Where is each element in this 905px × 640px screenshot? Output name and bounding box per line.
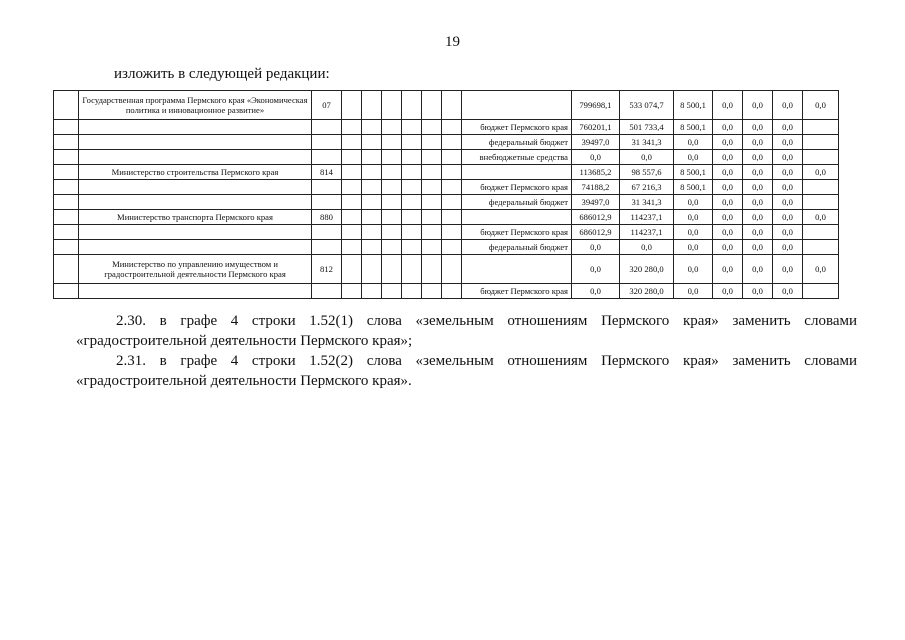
- value-cell: 0,0: [743, 180, 773, 195]
- value-cell: 0,0: [713, 195, 743, 210]
- value-cell: 0,0: [773, 135, 803, 150]
- value-cell: 760201,1: [572, 120, 620, 135]
- empty-cell: [422, 91, 442, 120]
- paragraph-2-31-text: в графе 4 строки 1.52(2) слова «земельным отношениям Пермского края» заменить словами «градостроительной деятельности Пермского края».: [76, 353, 858, 389]
- empty-cell: [442, 240, 462, 255]
- value-cell: 0,0: [713, 284, 743, 299]
- value-cell: 0,0: [743, 225, 773, 240]
- value-cell: 0,0: [743, 165, 773, 180]
- value-cell: [803, 225, 839, 240]
- value-cell: 114237,1: [620, 225, 674, 240]
- value-cell: [803, 240, 839, 255]
- value-cell: 0,0: [743, 210, 773, 225]
- value-cell: 0,0: [803, 165, 839, 180]
- empty-cell: [382, 165, 402, 180]
- source-cell: бюджет Пермского края: [462, 225, 572, 240]
- code-cell: [312, 195, 342, 210]
- value-cell: 0,0: [773, 150, 803, 165]
- value-cell: 0,0: [773, 284, 803, 299]
- row-number-cell: [54, 284, 79, 299]
- name-cell: [79, 240, 312, 255]
- empty-cell: [422, 150, 442, 165]
- value-cell: 8 500,1: [674, 165, 713, 180]
- value-cell: 0,0: [773, 210, 803, 225]
- paragraph-2-30-number: 2.30.: [116, 313, 146, 329]
- empty-cell: [342, 91, 362, 120]
- page-number: 19: [445, 34, 460, 50]
- value-cell: 31 341,3: [620, 135, 674, 150]
- empty-cell: [422, 284, 442, 299]
- source-cell: [462, 165, 572, 180]
- name-cell: [79, 225, 312, 240]
- code-cell: 812: [312, 255, 342, 284]
- empty-cell: [402, 210, 422, 225]
- value-cell: 0,0: [773, 120, 803, 135]
- empty-cell: [442, 120, 462, 135]
- empty-cell: [362, 255, 382, 284]
- empty-cell: [362, 284, 382, 299]
- empty-cell: [362, 135, 382, 150]
- empty-cell: [342, 255, 362, 284]
- row-number-cell: [54, 180, 79, 195]
- value-cell: 0,0: [743, 150, 773, 165]
- value-cell: 67 216,3: [620, 180, 674, 195]
- paragraph-2-31: [76, 351, 857, 391]
- empty-cell: [422, 210, 442, 225]
- value-cell: 0,0: [773, 225, 803, 240]
- empty-cell: [442, 180, 462, 195]
- table-row: [54, 240, 839, 255]
- source-cell: федеральный бюджет: [462, 240, 572, 255]
- empty-cell: [342, 120, 362, 135]
- value-cell: 0,0: [620, 240, 674, 255]
- name-cell: Министерство по управлению имуществом и градостроительной деятельности Пермского края: [79, 255, 312, 284]
- name-cell: [79, 195, 312, 210]
- intro-text: изложить в следующей редакции:: [114, 66, 330, 82]
- value-cell: 0,0: [572, 240, 620, 255]
- value-cell: 0,0: [713, 240, 743, 255]
- value-cell: 0,0: [713, 120, 743, 135]
- value-cell: 0,0: [713, 255, 743, 284]
- code-cell: 880: [312, 210, 342, 225]
- value-cell: 39497,0: [572, 195, 620, 210]
- empty-cell: [442, 255, 462, 284]
- empty-cell: [442, 225, 462, 240]
- empty-cell: [402, 225, 422, 240]
- row-number-cell: [54, 225, 79, 240]
- value-cell: 113685,2: [572, 165, 620, 180]
- empty-cell: [442, 165, 462, 180]
- empty-cell: [422, 180, 442, 195]
- paragraph-2-30-text: в графе 4 строки 1.52(1) слова «земельным отношениям Пермского края» заменить словами «градостроительной деятельности Пермского края»;: [76, 313, 858, 349]
- value-cell: 114237,1: [620, 210, 674, 225]
- row-number-cell: [54, 165, 79, 180]
- empty-cell: [382, 284, 402, 299]
- source-cell: [462, 255, 572, 284]
- empty-cell: [362, 120, 382, 135]
- table-row: [54, 120, 839, 135]
- table-row: [54, 195, 839, 210]
- value-cell: 0,0: [674, 240, 713, 255]
- name-cell: Государственная программа Пермского края «Экономическая политика и инновационное развитие»: [79, 91, 312, 120]
- empty-cell: [342, 165, 362, 180]
- code-cell: 814: [312, 165, 342, 180]
- value-cell: 686012,9: [572, 225, 620, 240]
- empty-cell: [422, 240, 442, 255]
- value-cell: 0,0: [773, 240, 803, 255]
- value-cell: 0,0: [773, 91, 803, 120]
- value-cell: 0,0: [572, 150, 620, 165]
- empty-cell: [342, 150, 362, 165]
- empty-cell: [342, 180, 362, 195]
- value-cell: 0,0: [743, 91, 773, 120]
- paragraph-2-31-number: 2.31.: [116, 353, 146, 369]
- empty-cell: [402, 255, 422, 284]
- source-cell: внебюджетные средства: [462, 150, 572, 165]
- value-cell: 0,0: [803, 210, 839, 225]
- value-cell: 39497,0: [572, 135, 620, 150]
- value-cell: 0,0: [773, 165, 803, 180]
- value-cell: 0,0: [674, 284, 713, 299]
- empty-cell: [442, 150, 462, 165]
- row-number-cell: [54, 150, 79, 165]
- name-cell: [79, 180, 312, 195]
- value-cell: 0,0: [674, 135, 713, 150]
- empty-cell: [382, 195, 402, 210]
- empty-cell: [402, 165, 422, 180]
- row-number-cell: [54, 240, 79, 255]
- empty-cell: [362, 210, 382, 225]
- value-cell: 0,0: [674, 195, 713, 210]
- empty-cell: [442, 284, 462, 299]
- value-cell: 0,0: [743, 135, 773, 150]
- value-cell: [803, 180, 839, 195]
- empty-cell: [382, 91, 402, 120]
- empty-cell: [362, 91, 382, 120]
- name-cell: Министерство транспорта Пермского края: [79, 210, 312, 225]
- value-cell: 0,0: [620, 150, 674, 165]
- table-row: [54, 255, 839, 284]
- financing-table: [53, 90, 839, 299]
- name-cell: Министерство строительства Пермского края: [79, 165, 312, 180]
- empty-cell: [422, 165, 442, 180]
- empty-cell: [342, 225, 362, 240]
- empty-cell: [402, 195, 422, 210]
- value-cell: 501 733,4: [620, 120, 674, 135]
- empty-cell: [442, 210, 462, 225]
- empty-cell: [342, 135, 362, 150]
- empty-cell: [342, 195, 362, 210]
- empty-cell: [422, 195, 442, 210]
- value-cell: 0,0: [674, 150, 713, 165]
- value-cell: 0,0: [743, 120, 773, 135]
- row-number-cell: [54, 255, 79, 284]
- name-cell: [79, 135, 312, 150]
- empty-cell: [402, 180, 422, 195]
- value-cell: 8 500,1: [674, 91, 713, 120]
- code-cell: [312, 284, 342, 299]
- empty-cell: [362, 195, 382, 210]
- empty-cell: [442, 135, 462, 150]
- value-cell: 799698,1: [572, 91, 620, 120]
- empty-cell: [402, 135, 422, 150]
- table-row: [54, 210, 839, 225]
- empty-cell: [382, 150, 402, 165]
- value-cell: 0,0: [743, 240, 773, 255]
- value-cell: [803, 195, 839, 210]
- value-cell: 0,0: [743, 255, 773, 284]
- value-cell: [803, 150, 839, 165]
- value-cell: 0,0: [713, 150, 743, 165]
- empty-cell: [382, 180, 402, 195]
- empty-cell: [402, 91, 422, 120]
- code-cell: [312, 135, 342, 150]
- empty-cell: [442, 195, 462, 210]
- table-row: [54, 91, 839, 120]
- table-row: [54, 225, 839, 240]
- empty-cell: [402, 284, 422, 299]
- value-cell: 0,0: [674, 225, 713, 240]
- value-cell: 686012,9: [572, 210, 620, 225]
- value-cell: 0,0: [773, 180, 803, 195]
- empty-cell: [342, 240, 362, 255]
- value-cell: 0,0: [713, 210, 743, 225]
- value-cell: 8 500,1: [674, 180, 713, 195]
- name-cell: [79, 284, 312, 299]
- value-cell: 0,0: [572, 284, 620, 299]
- empty-cell: [342, 210, 362, 225]
- table-row: [54, 284, 839, 299]
- value-cell: 0,0: [743, 284, 773, 299]
- value-cell: 74188,2: [572, 180, 620, 195]
- table-row: [54, 180, 839, 195]
- value-cell: 0,0: [674, 255, 713, 284]
- empty-cell: [422, 255, 442, 284]
- value-cell: 0,0: [572, 255, 620, 284]
- source-cell: [462, 210, 572, 225]
- name-cell: [79, 150, 312, 165]
- value-cell: 320 280,0: [620, 255, 674, 284]
- value-cell: [803, 135, 839, 150]
- value-cell: 0,0: [713, 91, 743, 120]
- name-cell: [79, 120, 312, 135]
- empty-cell: [402, 150, 422, 165]
- value-cell: 31 341,3: [620, 195, 674, 210]
- table-row: [54, 135, 839, 150]
- empty-cell: [402, 120, 422, 135]
- code-cell: [312, 150, 342, 165]
- value-cell: 0,0: [773, 255, 803, 284]
- value-cell: 533 074,7: [620, 91, 674, 120]
- table-row: [54, 150, 839, 165]
- source-cell: федеральный бюджет: [462, 195, 572, 210]
- empty-cell: [422, 135, 442, 150]
- code-cell: [312, 225, 342, 240]
- paragraph-2-30: [76, 311, 857, 351]
- value-cell: 0,0: [743, 195, 773, 210]
- empty-cell: [362, 165, 382, 180]
- empty-cell: [342, 284, 362, 299]
- value-cell: 0,0: [803, 91, 839, 120]
- empty-cell: [422, 120, 442, 135]
- source-cell: бюджет Пермского края: [462, 180, 572, 195]
- empty-cell: [382, 225, 402, 240]
- code-cell: [312, 120, 342, 135]
- empty-cell: [382, 135, 402, 150]
- value-cell: 320 280,0: [620, 284, 674, 299]
- value-cell: 0,0: [773, 195, 803, 210]
- code-cell: [312, 240, 342, 255]
- empty-cell: [422, 225, 442, 240]
- code-cell: [312, 180, 342, 195]
- value-cell: 0,0: [713, 180, 743, 195]
- table-row: [54, 165, 839, 180]
- empty-cell: [382, 120, 402, 135]
- source-cell: бюджет Пермского края: [462, 284, 572, 299]
- value-cell: 98 557,6: [620, 165, 674, 180]
- value-cell: 0,0: [803, 255, 839, 284]
- value-cell: 0,0: [674, 210, 713, 225]
- source-cell: [462, 91, 572, 120]
- value-cell: 8 500,1: [674, 120, 713, 135]
- value-cell: 0,0: [713, 165, 743, 180]
- empty-cell: [442, 91, 462, 120]
- row-number-cell: [54, 91, 79, 120]
- empty-cell: [382, 210, 402, 225]
- row-number-cell: [54, 120, 79, 135]
- row-number-cell: [54, 210, 79, 225]
- empty-cell: [362, 180, 382, 195]
- value-cell: 0,0: [713, 225, 743, 240]
- row-number-cell: [54, 195, 79, 210]
- source-cell: федеральный бюджет: [462, 135, 572, 150]
- empty-cell: [382, 240, 402, 255]
- empty-cell: [402, 240, 422, 255]
- empty-cell: [362, 225, 382, 240]
- empty-cell: [362, 150, 382, 165]
- row-number-cell: [54, 135, 79, 150]
- source-cell: бюджет Пермского края: [462, 120, 572, 135]
- value-cell: 0,0: [713, 135, 743, 150]
- empty-cell: [382, 255, 402, 284]
- code-cell: 07: [312, 91, 342, 120]
- value-cell: [803, 284, 839, 299]
- empty-cell: [362, 240, 382, 255]
- value-cell: [803, 120, 839, 135]
